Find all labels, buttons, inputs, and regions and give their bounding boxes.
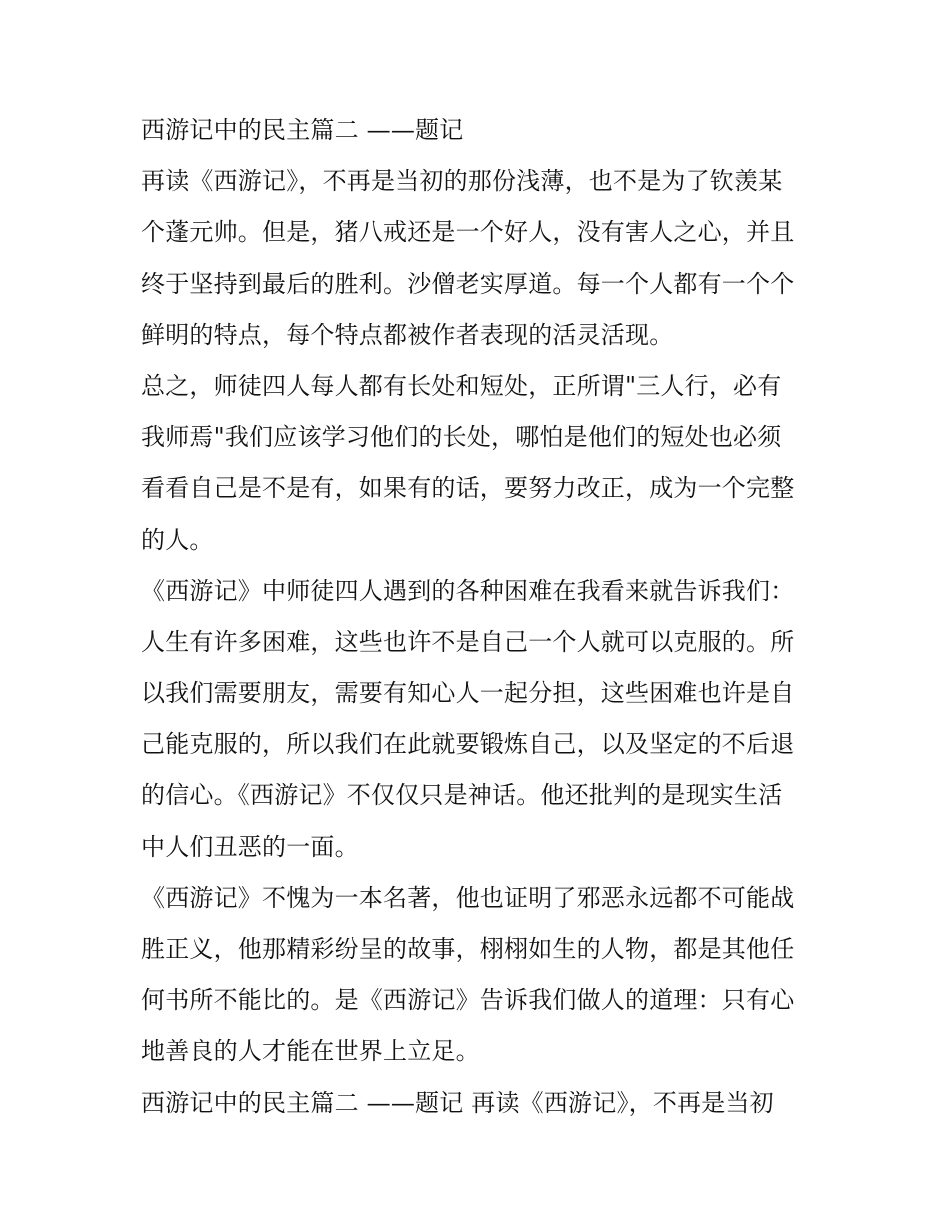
text-line: 的人。 — [141, 525, 214, 554]
text-line: 总之，师徒四人每人都有长处和短处，正所谓"三人行，必有 — [141, 371, 782, 400]
text-line: 再读《西游记》，不再是当初的那份浅薄，也不是为了钦羡某 — [141, 167, 783, 196]
document-body — [141, 110, 821, 1134]
title-line: 西游记中的民主篇二 ——题记 — [141, 116, 464, 144]
text-line: 个蓬元帅。但是，猪八戒还是一个好人，没有害人之心，并且 — [141, 218, 795, 247]
text-line: 人生有许多困难，这些也许不是自己一个人就可以克服的。所 — [141, 627, 795, 656]
text-line: 《西游记》中师徒四人遇到的各种困难在我看来就告诉我们： — [141, 576, 795, 605]
text-line: 胜正义，他那精彩纷呈的故事，栩栩如生的人物，都是其他任 — [141, 935, 795, 963]
text-line: 鲜明的特点，每个特点都被作者表现的活灵活现。 — [141, 320, 674, 349]
text-line: 《西游记》不愧为一本名著，他也证明了邪恶永远都不可能战 — [141, 883, 795, 912]
text-line: 看看自己是不是有，如果有的话，要努力改正，成为一个完整 — [141, 474, 795, 503]
text-line: 地善良的人才能在世界上立足。 — [141, 1037, 480, 1066]
text-line: 己能克服的，所以我们在此就要锻炼自己，以及坚定的不后退 — [141, 730, 795, 759]
text-line: 的信心。《西游记》不仅仅只是神话。他还批判的是现实生活 — [141, 781, 783, 810]
text-line: 何书所不能比的。是《西游记》告诉我们做人的道理：只有心 — [141, 986, 795, 1015]
text-line: 以我们需要朋友，需要有知心人一起分担，这些困难也许是自 — [141, 679, 795, 708]
text-line: 终于坚持到最后的胜利。沙僧老实厚道。每一个人都有一个个 — [141, 269, 795, 298]
text-line: 我师焉"我们应该学习他们的长处，哪怕是他们的短处也必须 — [141, 423, 782, 452]
text-line: 西游记中的民主篇二 ——题记 再读《西游记》，不再是当初 — [141, 1088, 774, 1117]
text-line: 中人们丑恶的一面。 — [141, 832, 359, 861]
